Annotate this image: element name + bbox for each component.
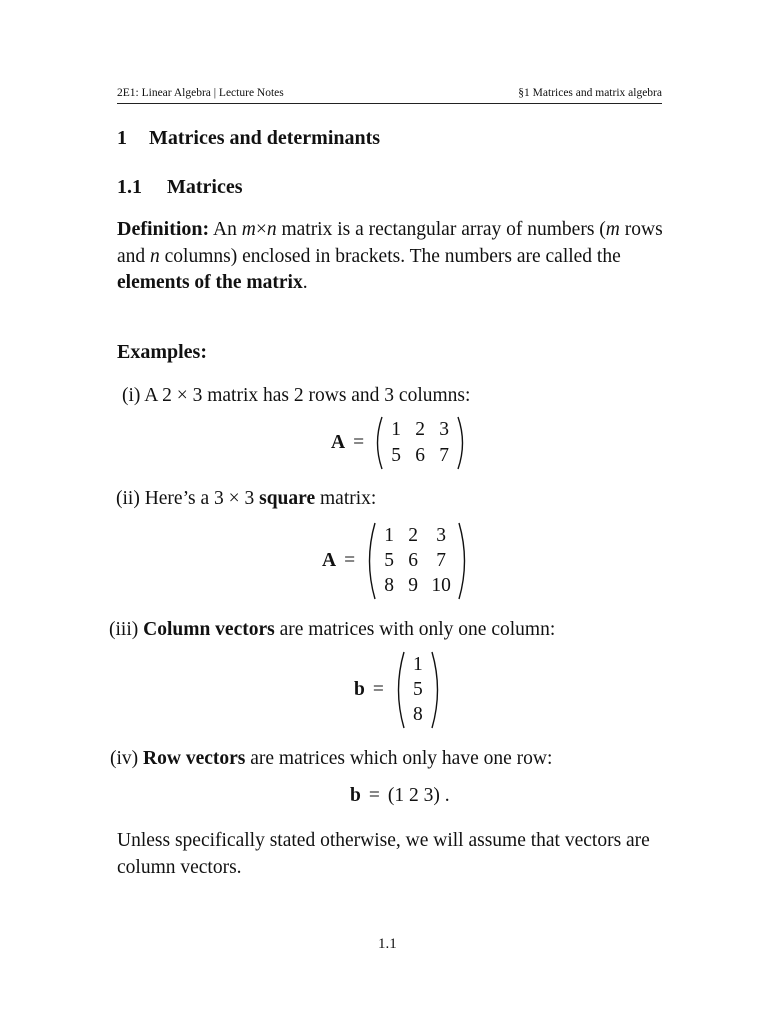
vector-equation-iv [350,785,450,807]
example-text: matrix has 2 rows and 3 columns: [202,385,471,406]
var-n: n [150,245,160,267]
matrix-entry: 1 [412,654,423,675]
matrix-entry: 9 [408,575,418,596]
row-vectors-term: Row vectors [143,748,246,769]
matrix-entry: 1 [384,525,394,546]
definition-text: columns) enclosed in brackets. The numbers are called the [159,245,621,267]
example-text: are matrices with only one column: [274,619,556,640]
matrix-entry: 1 [391,419,401,440]
running-header-right: §1 Matrices and matrix algebra [518,87,662,99]
equals-sign: = [353,432,365,453]
matrix-entry: 2 [415,419,425,440]
equals-sign: = [368,785,380,806]
dims: 2 × 3 [162,385,203,406]
vector-symbol: b [350,785,361,806]
square-term: square [254,488,316,509]
example-text: are matrices which only have one row: [245,748,553,769]
example-iv-text [110,746,658,773]
right-paren [456,415,468,471]
example-i-text [122,383,670,410]
example-ii-text [116,486,664,513]
example-label: (iv) [110,748,144,769]
definition-paragraph [117,216,665,297]
definition-text: An [209,219,242,240]
definition-label: Definition: [117,218,210,240]
example-label: (i) A [122,385,163,406]
matrix-symbol: A [331,432,346,453]
matrix-entry: 5 [384,550,394,571]
subsection-title: Matrices [167,176,243,198]
times-sign: × [255,219,267,240]
matrix-entry: 8 [384,575,394,596]
definition-text: rows and [117,219,663,267]
matrix-3x3 [377,525,457,597]
examples-heading: Examples: [117,341,207,363]
example-iii-text [109,617,657,644]
matrix-entry: 5 [412,679,423,700]
matrix-equation-ii [322,521,471,601]
equals-sign: = [344,550,356,571]
left-paren [372,415,384,471]
var-m: m [605,219,620,240]
matrix-entry: 6 [408,550,418,571]
page-number: 1.1 [378,936,397,952]
example-label: (iii) [109,619,144,640]
section-title: Matrices and determinants [149,127,381,149]
right-paren [457,521,471,601]
matrix-entry: 7 [436,550,446,571]
subsection-number: 1.1 [117,176,142,198]
var-m: m [241,219,256,240]
section-number: 1 [117,127,127,149]
matrix-entry: 6 [415,445,425,466]
vector-equation-iii [354,650,444,730]
matrix-entry: 8 [412,704,423,725]
right-paren [430,650,444,730]
column-vectors-term: Column vectors [143,619,275,640]
header-rule [117,103,662,104]
equals-sign: = [372,679,384,700]
matrix-entry: 3 [439,419,449,440]
matrix-entry: 5 [391,445,401,466]
subsection-heading [117,176,243,199]
column-vector [406,654,430,726]
running-header-left: 2E1: Linear Algebra | Lecture Notes [117,87,284,99]
period: . [439,785,450,806]
closing-paragraph: Unless specifically stated otherwise, we will assume that vectors are column vectors. [117,830,650,878]
matrix-symbol: A [322,550,337,571]
row-vector: (1 2 3) [387,785,440,806]
matrix-entry: 10 [431,575,451,596]
left-paren [392,650,406,730]
elements-term: elements of the matrix [117,272,303,293]
matrix-entry: 3 [436,525,446,546]
example-text: matrix: [315,488,377,509]
matrix-entry: 7 [439,445,449,466]
matrix-equation-i [331,414,468,472]
definition-text: . [302,272,308,293]
matrix-2x3 [384,419,456,467]
dims: 3 × 3 [214,488,255,509]
matrix-entry: 2 [408,525,418,546]
vector-symbol: b [354,679,365,700]
section-heading [117,127,380,150]
var-n: n [266,219,277,240]
definition-text: matrix is a rectangular array of numbers ( [276,219,606,240]
left-paren [363,521,377,601]
example-label: (ii) Here’s a [116,488,214,509]
